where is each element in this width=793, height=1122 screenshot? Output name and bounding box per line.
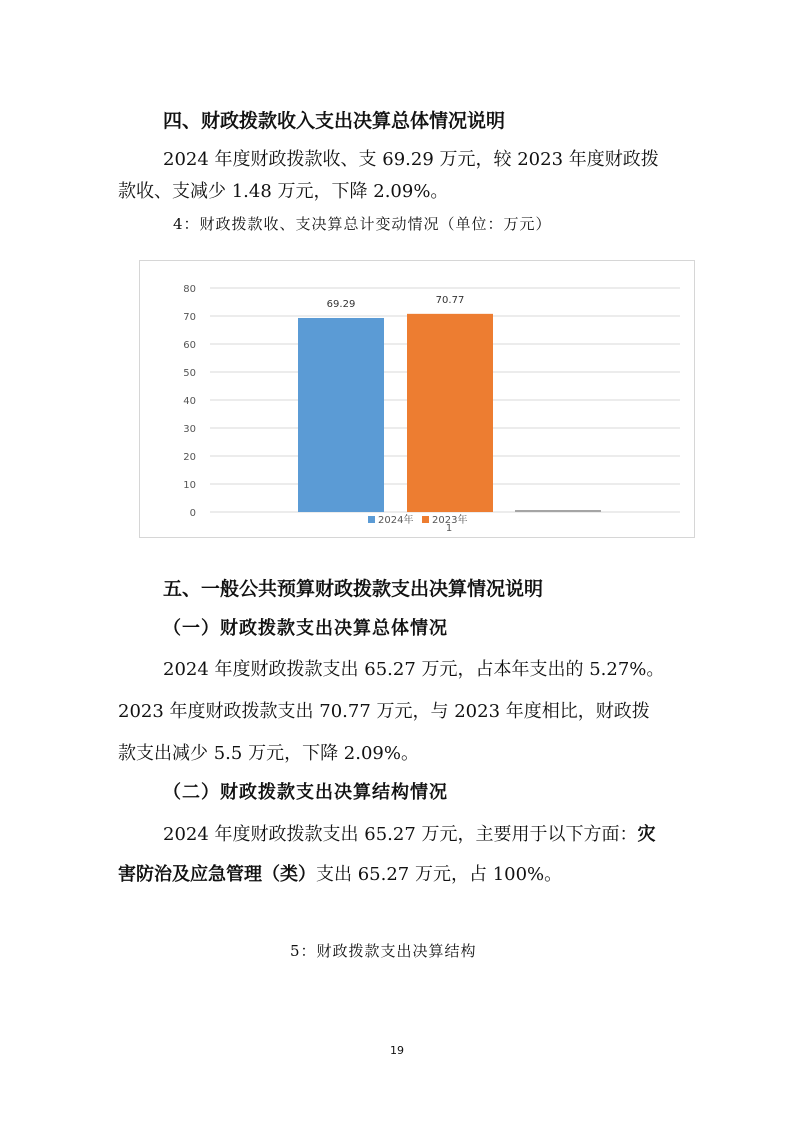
subsection2-line1	[163, 820, 656, 846]
legend-swatch-1	[368, 516, 375, 523]
subsection1-line1: 2024 年度财政拨款支出 65.27 万元，占本年支出的 5.27%。	[163, 659, 665, 680]
subsection1-line2: 2023 年度财政拨款支出 70.77 万元，与 2023 年度相比，财政拨	[118, 701, 650, 722]
y-tick-10: 10	[183, 480, 196, 491]
subsection2-line1-text: 2024 年度财政拨款支出 65.27 万元，主要用于以下方面：	[163, 824, 638, 845]
bar-series-1	[298, 318, 384, 512]
y-tick-0: 0	[189, 508, 196, 519]
y-tick-60: 60	[183, 340, 196, 351]
section4-heading: 四、财政拨款收入支出决算总体情况说明	[163, 110, 506, 132]
y-tick-40: 40	[183, 396, 196, 407]
page-number: 19	[390, 1044, 404, 1057]
y-tick-70: 70	[183, 312, 196, 323]
subsection2-line1-bold: 灾	[637, 824, 656, 845]
x-tick-label: 1	[445, 523, 453, 534]
y-tick-20: 20	[183, 452, 196, 463]
legend-label-2: 2023年	[432, 515, 468, 526]
section5-heading: 五、一般公共预算财政拨款支出决算情况说明	[163, 578, 544, 600]
subsection1-line3: 款支出减少 5.5 万元，下降 2.09%。	[118, 743, 419, 764]
section4-paragraph-line1: 2024 年度财政拨款收、支 69.29 万元，较 2023 年度财政拨	[163, 149, 659, 170]
chart-4-frame	[139, 260, 695, 538]
chart5-caption: 5：财政拨款支出决算结构	[290, 942, 477, 960]
subsection1-heading: （一）财政拨款支出决算总体情况	[163, 618, 448, 639]
subsection2-line2-bold: 害防治及应急管理（类）	[118, 864, 316, 885]
data-label-2: 70.77	[435, 294, 465, 306]
data-label-1: 69.29	[326, 298, 356, 310]
y-tick-50: 50	[183, 368, 196, 379]
subsection2-heading: （二）财政拨款支出决算结构情况	[163, 782, 448, 803]
bar-series-3	[515, 510, 601, 512]
y-tick-30: 30	[183, 424, 196, 435]
legend-label-1: 2024年	[378, 515, 414, 526]
subsection2-line2-text: 支出 65.27 万元，占 100%。	[316, 864, 563, 885]
subsection2-line2	[118, 860, 562, 886]
bar-chart-4	[140, 261, 696, 539]
bar-series-2	[407, 314, 493, 512]
legend-swatch-2	[422, 516, 429, 523]
chart4-caption: 4：财政拨款收、支决算总计变动情况（单位：万元）	[173, 215, 552, 233]
section4-paragraph-line2: 款收、支减少 1.48 万元，下降 2.09%。	[118, 181, 449, 202]
y-tick-80: 80	[183, 284, 196, 295]
